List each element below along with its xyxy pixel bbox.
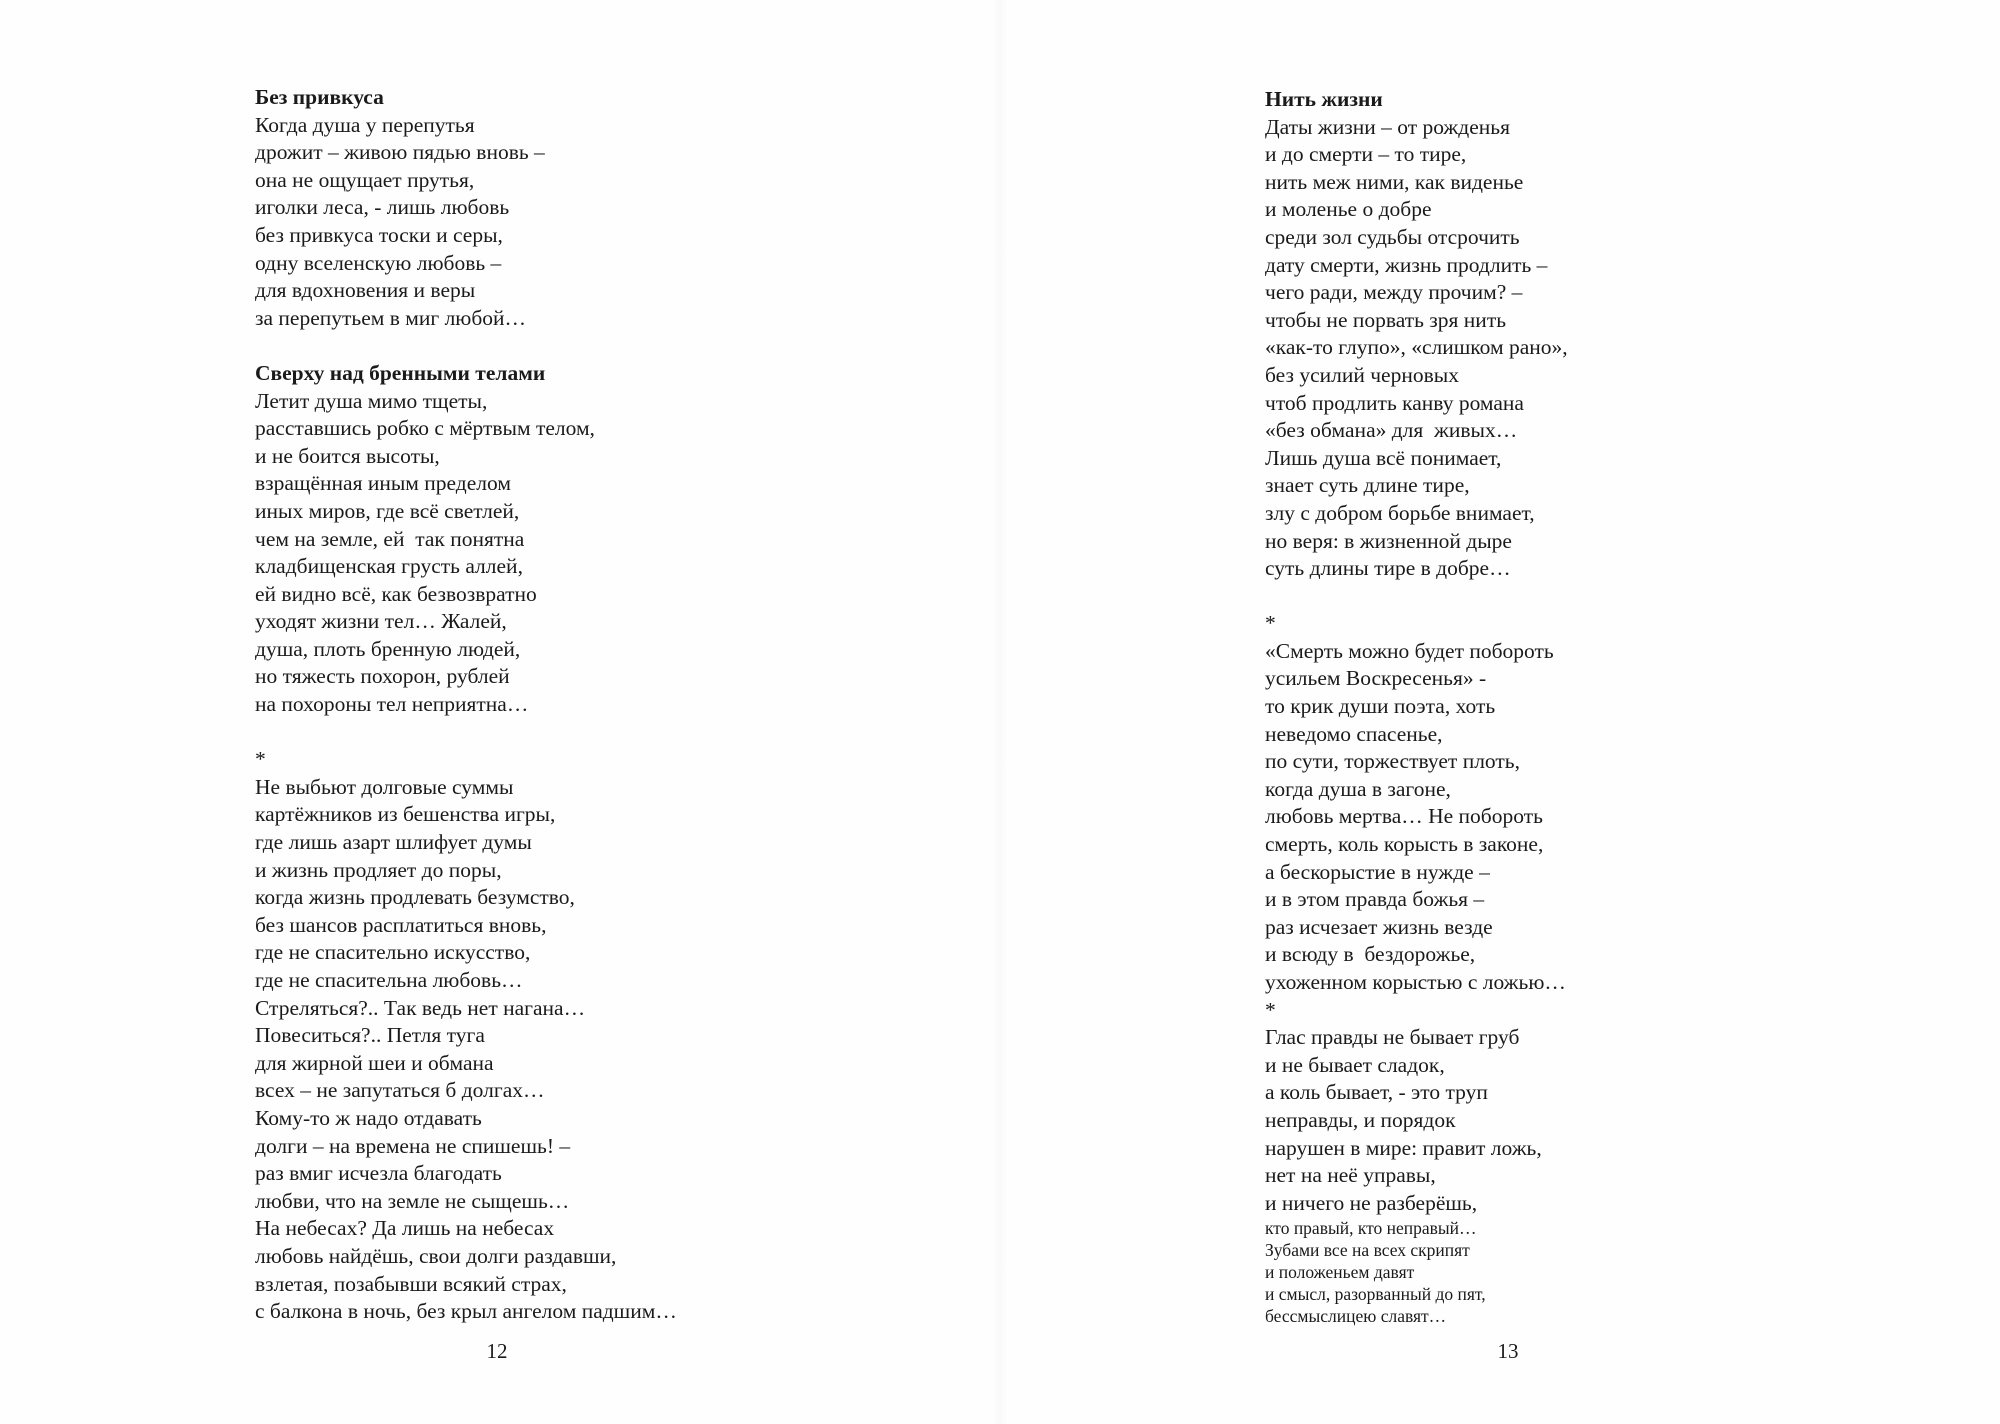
poem-line: Повеситься?.. Петля туга xyxy=(255,1023,485,1048)
poem-line: то крик души поэта, хоть xyxy=(1265,694,1496,719)
poem-line: неправды, и порядок xyxy=(1265,1107,1456,1132)
poem-line: ухоженном корыстью с ложью… xyxy=(1265,970,1566,994)
poem-title: Нить жизни xyxy=(1265,87,1383,111)
poem-line: Летит душа мимо тщеты, xyxy=(255,388,488,413)
poem-line: нить меж ними, как виденье xyxy=(1265,169,1524,194)
poem-line: для вдохновения и веры xyxy=(255,278,476,303)
poem-line: Глас правды не бывает груб xyxy=(1265,1025,1520,1050)
poem-line: кто правый, кто неправый… xyxy=(1265,1218,1477,1239)
poem-line: взращённая иным пределом xyxy=(255,471,511,496)
poem-untitled-debts xyxy=(255,746,955,1325)
poem-line: но веря: в жизненной дыре xyxy=(1265,528,1512,553)
page-number: 12 xyxy=(486,1339,508,1363)
poem-line: раз исчезает жизнь везде xyxy=(1265,914,1493,939)
poem-line: любовь мертва… Не побороть xyxy=(1265,804,1543,829)
poem-line: где лишь азарт шлифует думы xyxy=(255,830,532,855)
poem-line: ей видно всё, как безвозвратно xyxy=(255,581,537,606)
poem-line: и не бывает сладок, xyxy=(1265,1052,1445,1077)
poem-line: чтоб продлить канву романа xyxy=(1265,390,1524,415)
poem-line: Кому-то ж надо отдавать xyxy=(255,1105,482,1130)
poem-untitled-glas-pravdy xyxy=(1265,997,1965,1328)
poem-line: картёжников из бешенства игры, xyxy=(255,802,556,827)
poem-line: и положеньем давят xyxy=(1265,1262,1415,1283)
poem-line: Даты жизни – от рожденья xyxy=(1265,114,1510,139)
poem-title: Сверху над бренными телами xyxy=(255,360,546,385)
poem-line: а коль бывает, - это труп xyxy=(1265,1080,1488,1105)
poem-line: Не выбьют долговые суммы xyxy=(255,774,514,799)
poem-line: злу с добром борьбе внимает, xyxy=(1265,500,1535,525)
poem-line: нет на неё управы, xyxy=(1265,1163,1436,1188)
poem-line: уходят жизни тел… Жалей, xyxy=(255,609,507,634)
poem-line: без усилий черновых xyxy=(1265,362,1459,387)
poem-line: иных миров, где всё светлей, xyxy=(255,498,520,523)
poem-untitled-voskresenie xyxy=(1265,610,1965,996)
poem-line: Когда душа у перепутья xyxy=(255,112,475,137)
poem-line: где не спасительно искусство, xyxy=(255,940,531,965)
poem-line: но тяжесть похорон, рублей xyxy=(255,664,510,689)
right-text-column xyxy=(1265,86,1965,1355)
poem-line: нарушен в мире: правит ложь, xyxy=(1265,1135,1542,1160)
poem-line: долги – на времена не спишешь! – xyxy=(255,1133,571,1158)
poem-line: знает суть длине тире, xyxy=(1265,473,1470,498)
poem-line: кладбищенская грусть аллей, xyxy=(255,554,523,579)
poem-line: чтобы не порвать зря нить xyxy=(1265,307,1507,332)
poem-line: смерть, коль корысть в законе, xyxy=(1265,832,1544,857)
poem-nit-zhizni xyxy=(1265,86,1965,583)
poem-line: усильем Воскресенья» - xyxy=(1265,666,1487,691)
poem-line: «без обмана» для живых… xyxy=(1265,418,1518,443)
poem-bez-privkusa xyxy=(255,84,955,332)
poem-line: дату смерти, жизнь продлить – xyxy=(1265,252,1548,277)
poem-line: без привкуса тоски и серы, xyxy=(255,222,503,247)
poem-line: и до смерти – то тире, xyxy=(1265,142,1467,167)
poem-line: по сути, торжествует плоть, xyxy=(1265,749,1520,774)
poem-line: она не ощущает прутья, xyxy=(255,167,475,192)
poem-line: и смысл, разорванный до пят, xyxy=(1265,1284,1486,1305)
poem-line: а бескорыстие в нужде – xyxy=(1265,859,1490,884)
poem-line: Зубами все на всех скрипят xyxy=(1265,1240,1470,1261)
poem-line: всех – не запутаться б долгах… xyxy=(255,1078,545,1103)
poem-line: и не боится высоты, xyxy=(255,443,440,468)
poem-line: чего ради, между прочим? – xyxy=(1265,280,1523,305)
poem-line: на похороны тел неприятна… xyxy=(255,692,529,717)
poem-line: где не спасительна любовь… xyxy=(255,968,523,992)
page-number: 13 xyxy=(1497,1339,1519,1363)
right-page xyxy=(1000,0,2000,1424)
poem-line: неведомо спасенье, xyxy=(1265,721,1443,746)
poem-line: дрожит – живою пядью вновь – xyxy=(255,140,545,165)
poem-line: чем на земле, ей так понятна xyxy=(255,526,525,551)
poem-line: для жирной шеи и обмана xyxy=(255,1050,494,1075)
poem-line: одну вселенскую любовь – xyxy=(255,250,502,275)
poem-line: иголки леса, - лишь любовь xyxy=(255,195,510,220)
section-asterisk: * xyxy=(1265,611,1276,636)
poem-line: Стреляться?.. Так ведь нет нагана… xyxy=(255,995,586,1020)
poem-line: любовь найдёшь, свои долги раздавши, xyxy=(255,1243,617,1268)
poem-line: и всюду в бездорожье, xyxy=(1265,942,1476,967)
poem-line: и моленье о добре xyxy=(1265,197,1432,222)
poem-line: Лишь душа всё понимает, xyxy=(1265,445,1502,470)
poem-sverkhu-nad-brennymi-telami xyxy=(255,360,955,719)
poem-line: бессмыслицею славят… xyxy=(1265,1306,1447,1327)
poem-line: без шансов расплатиться вновь, xyxy=(255,912,547,937)
poem-line: «как-то глупо», «слишком рано», xyxy=(1265,335,1568,360)
poem-line: расставшись робко с мёртвым телом, xyxy=(255,416,595,441)
section-asterisk: * xyxy=(1265,997,1276,1022)
poem-line: раз вмиг исчезла благодать xyxy=(255,1161,502,1186)
poem-line: и жизнь продляет до поры, xyxy=(255,857,502,882)
poem-line: На небесах? Да лишь на небесах xyxy=(255,1216,555,1241)
poem-line: когда жизнь продлевать безумство, xyxy=(255,885,575,910)
section-asterisk: * xyxy=(255,747,266,772)
poem-line: и в этом правда божья – xyxy=(1265,887,1485,912)
poem-line: среди зол судьбы отсрочить xyxy=(1265,224,1520,249)
poem-line: душа, плоть бренную людей, xyxy=(255,636,521,661)
poem-line: взлетая, позабывши всякий страх, xyxy=(255,1271,567,1296)
poem-line: и ничего не разберёшь, xyxy=(1265,1190,1478,1215)
poem-line: когда душа в загоне, xyxy=(1265,776,1451,801)
poem-line: суть длины тире в добре… xyxy=(1265,556,1511,581)
poem-line: с балкона в ночь, без крыл ангелом падшим… xyxy=(255,1299,677,1324)
left-text-column xyxy=(255,84,955,1353)
poem-line: любви, что на земле не сыщешь… xyxy=(255,1188,570,1213)
poem-line: «Смерть можно будет побороть xyxy=(1265,638,1554,663)
small-print-lines xyxy=(1265,1217,1965,1327)
poem-line: за перепутьем в миг любой… xyxy=(255,305,527,330)
poem-title: Без привкуса xyxy=(255,85,384,109)
